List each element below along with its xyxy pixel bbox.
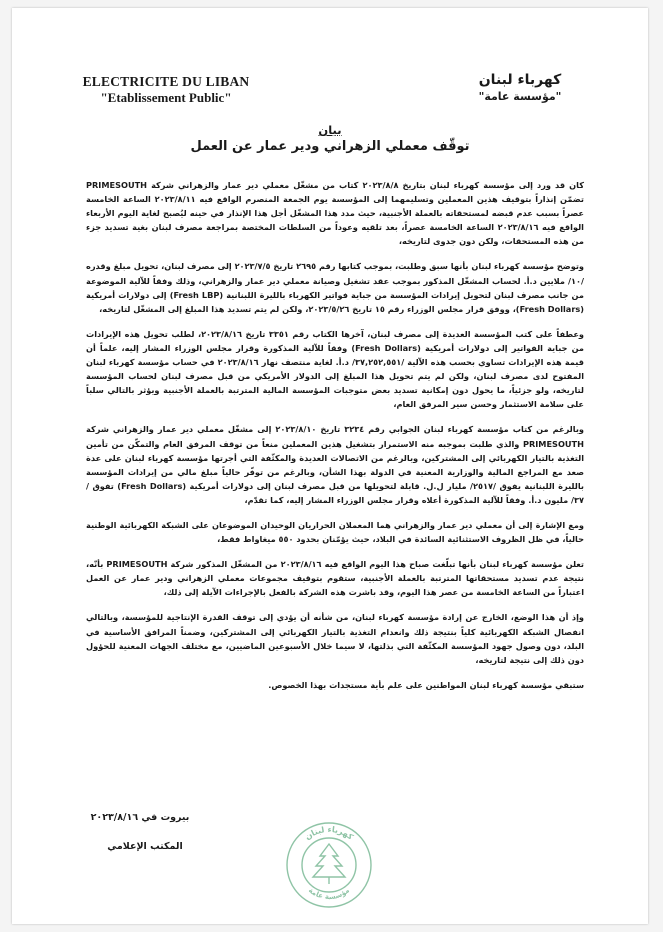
signature-office: المكتب الإعلامي	[107, 841, 183, 852]
company-type-fr: "Etablissement Public"	[100, 90, 232, 106]
company-name-ar: كهرباء لبنان	[478, 72, 562, 88]
company-name-fr: ELECTRICITE DU LIBAN	[82, 74, 250, 89]
body-paragraph: كان قد ورد إلى مؤسسة كهرباء لبنان بتاريخ ٢٠٢٣/٨/٨ كتاب من مشغّل معملي دير عمار والزهراني شركة PRIMESOUTH تضمّن إنذاراً بتوقيف هذين المعملين وتسليمهما إلى المؤسسة يوم الجمعة المنصرم الواقع فيه ٢٠٢٣/٨/١١ الساعة الخامسة عصراً بسبب عدم قبضه لمستحقاته بالعملة الأجنبية، حيث مدد هذا المشغّل أجل هذا الإنذار في حينه ليُصبح لغاية اليوم الأربعاء الواقع فيه ٢٠٢٣/٨/١٦ الساعة الخامسة عصراً، بعد تلقيه وعوداً من السلطات المختصة بمراجعة مصرف لبنان بغية تسديد جزء من هذه المستحقات، ولكن دون جدوى لتاريخه،	[86, 180, 584, 247]
body-paragraph: وعطفاً على كتب المؤسسة العديدة إلى مصرف لبنان، آخرها الكتاب رقم ٣٣٥١ تاريخ ٢٠٢٣/٨/١٦، لطلب تحويل هذه الإيرادات من جباية الفواتير إلى دولارات أمريكية (Fresh Dollars) وفقاً للآلية المذكورة وقرار مجلس الوزراء المشار إليه، علماً أن قيمة هذه الإيرادات تساوي بحسب هذه الآلية /٣٧,٢٥٢,٥٥١/ د.أ. لغاية منتصف نهار ٢٠٢٣/٨/١٦ في حساب مؤسسة كهرباء لبنان المفتوح لدى مصرف لبنان، ولكن لم يتم تحويل هذا المبلغ إلى الدولار الأمريكي من قبل مصرف لبنان لحساب المؤسسة لتاريخه، ولو جزئياً، ما يحول دون إمكانية تسديد بعض متوجبات المؤسسة المالية المترتبة بالعملة الأجنبية ويؤثر بالتالي سلباً على سلامة الاستثمار وحسن سير المرفق العام،	[86, 328, 585, 410]
body-paragraph: وإذ أن هذا الوضع، الخارج عن إرادة مؤسسة كهرباء لبنان، من شأنه أن يؤدي إلى توقف القدرة الإنتاجية للمؤسسة، وبالتالي انفصال الشبكة الكهربائية كلياً بنتيجة ذلك وانعدام التغذية بالتيار الكهربائي إلى المشتركين، وضمناً المرافق الأساسية في البلد، دون وصول جهود المؤسسة المكثّفة التي بذلتها، لا سيما خلال الأسبوعين الماضيين، مع مختلف الجهات المعنية للحؤول دون ذلك إلى نتيجة لتاريخه،	[86, 612, 584, 665]
statement-label: بيان	[318, 123, 342, 137]
company-type-ar: "مؤسسة عامة"	[478, 89, 562, 103]
letterhead-latin	[66, 74, 266, 106]
document-body	[86, 178, 584, 703]
body-paragraph: تعلن مؤسسة كهرباء لبنان بأنها تبلّغت صباح هذا اليوم الواقع فيه ٢٠٢٣/٨/١٦ من المشغّل المذكور شركة PRIMESOUTH بأنّه، نتيجة عدم تسديد مستحقاتها المترتبة بالعملة الأجنبية، ستقوم بتوقيف مجموعات معملي الزهراني ودير عمار عن العمل اعتباراً من الساعة الخامسة من عصر هذا اليوم، وقد باشرت هذه الشركة بالفعل بالإجراءات الآيلة إلى ذلك،	[86, 559, 584, 598]
date-line: بيروت في ٢٠٢٣/٨/١٦	[90, 812, 190, 823]
stamp-text-top: كهرباء لبنان	[303, 824, 355, 842]
document-page	[12, 8, 648, 924]
body-paragraph: وتوضح مؤسسة كهرباء لبنان بأنها سبق وطلبت، بموجب كتابها رقم ٢٦٩٥ تاريخ ٢٠٢٣/٧/٥ إلى مصرف لبنان، تحويل مبلغ وقدره /١٠/ ملايين د.أ. لحساب المشغّل المذكور بموجب عقد تشغيل وصيانة معملي دير عمار والزهراني، وذلك وفقاً للآلية الموضوعة من جانب مصرف لبنان لتحويل إيرادات المؤسسة من جباية فواتير الكهرباء بالليرة اللبنانية (Fresh LBP) إلى دولارات أمريكية (Fresh Dollars)، ووفق قرار مجلس الوزراء رقم ١٥ تاريخ ٢٠٢٣/٥/٢٦، ولكن لم يتم تسديد هذا المبلغ إلى المشغّل لتاريخه،	[86, 261, 584, 314]
official-stamp	[284, 820, 374, 910]
body-paragraph: ومع الإشارة إلى أن معملي دير عمار والزهراني هما المعملان الحراريان الوحيدان الموضوعان على الشبكة الكهربائية الوطنية حالياً، في ظل الظروف الاستثنائية السائدة في البلاد، حيث يؤمّنان بحدود ٥٥٠ ميغاواط فقط،	[86, 519, 584, 545]
cedar-icon	[313, 844, 345, 884]
document-title: توقّف معملي الزهراني ودير عمار عن العمل	[190, 139, 470, 154]
body-paragraph: وبالرغم من كتاب مؤسسة كهرباء لبنان الجوابي رقم ٣٢٣٤ تاريخ ٢٠٢٣/٨/١٠ إلى مشغّل معملي دير عمار والزهراني شركة PRIMESOUTH والذي طلبت بموجبه منه الاستمرار بتشغيل هذين المعملين منعاً من توقف المرفق العام والتمكّن من تأمين التغذية بالتيار الكهربائي إلى المشتركين، وبالرغم من الاتصالات العديدة والمكثّفة التي أجرتها مؤسسة كهرباء لبنان على عدة صعد مع المراجع المالية والوزارية المعنية في الدولة بهذا الشأن، وبالرغم من توفّر حالياً مبلغ مالي من إيرادات المؤسسة بالليرة اللبنانية يفوق /٢٥١٧/ مليار ل.ل. قابلة لتحويلها من قبل مصرف لبنان إلى دولارات أمريكية (Fresh Dollars) تفوق /٣٧/ مليون د.أ. وفقاً للآلية المذكورة أعلاه وقرار مجلس الوزراء المشار إليه، كما تقدّم،	[86, 424, 584, 505]
stamp-text-bottom: مؤسسة عامة	[306, 886, 352, 902]
body-paragraph: ستبقي مؤسسة كهرباء لبنان المواطنين على علم بأية مستجدات بهذا الخصوص.	[268, 679, 584, 690]
letterhead-arabic	[450, 72, 590, 103]
